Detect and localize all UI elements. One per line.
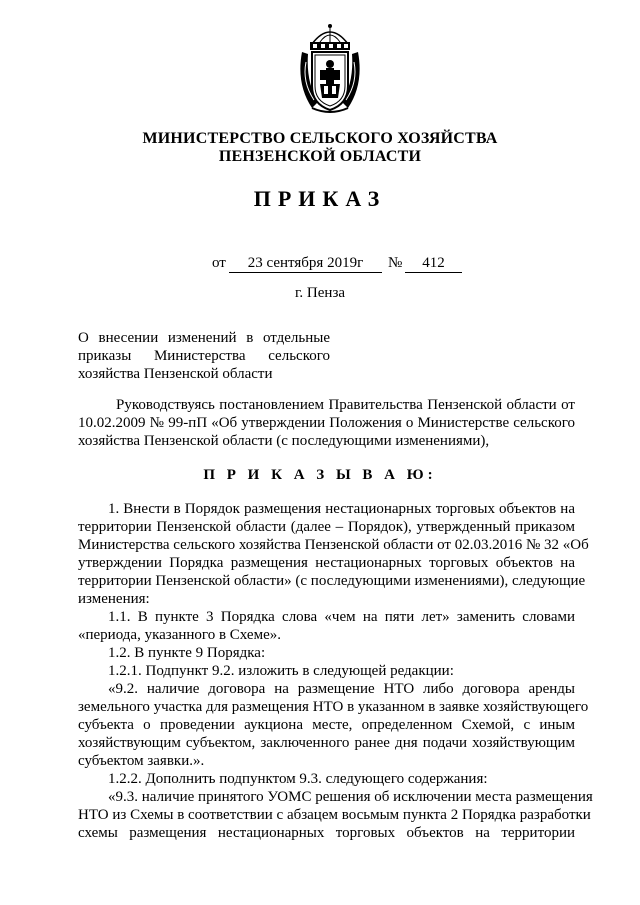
body-line: утверждении Порядка размещения нестационарных торговых объектов на [78,555,575,571]
preamble [78,396,575,450]
preamble-line: 10.02.2009 № 99-пП «Об утверждении Положения о Министерстве сельского [78,415,575,431]
subject-line: О внесении изменений в отдельные [78,330,330,346]
body-line: схемы размещения нестационарных торговых объектов на территории [78,825,575,841]
order-word: П Р И К А З Ы В А Ю: [203,467,437,483]
body-line: «9.3. наличие принятого УОМС решения об исключении места размещения [108,789,593,805]
body-line: Министерства сельского хозяйства Пензенской области от 02.03.2016 № 32 «Об [78,537,589,553]
subject-line: хозяйства Пензенской области [78,366,273,382]
issue-city: г. Пенза [294,285,346,301]
order-number: 412 [405,254,462,273]
body-line: 1. Внести в Порядок размещения нестационарных торговых объектов на [108,501,575,517]
body-line: субъектом заявки.». [78,753,205,769]
document-type-title: ПРИКАЗ [253,186,387,211]
order-date: 23 сентября 2019г [229,254,382,273]
body-line: хозяйствующим субъектом, заключенного ранее дня подачи хозяйствующим [78,735,575,751]
body-line: субъекта о проведении аукциона месте, определенном Схемой, с иным [78,717,575,733]
body-line: «9.2. наличие договора на размещение НТО либо договора аренды [108,681,575,697]
subject-line: приказы Министерства сельского [78,348,330,364]
body-line: 1.2.1. Подпункт 9.2. изложить в следующей редакции: [108,663,454,679]
order-body [78,500,593,842]
preamble-line: Руководствуясь постановлением Правительства Пензенской области от [116,397,575,413]
body-line: территории Пензенской области (далее – Порядок), утвержденный приказом [78,519,575,535]
body-line: территории Пензенской области» (с последующими изменениями), следующие [78,573,586,589]
body-line: земельного участка для размещения НТО в указанном в заявке хозяйствующего [78,699,589,715]
body-line: НТО из Схемы в соответствии с абзацем восьмым пункта 2 Порядка разработки [78,807,591,823]
ministry-name-line2: ПЕНЗЕНСКОЙ ОБЛАСТИ [218,148,422,165]
body-line: 1.2. В пункте 9 Порядка: [108,645,266,661]
date-prefix: от [212,255,226,271]
ministry-name-line1: МИНИСТЕРСТВО СЕЛЬСКОГО ХОЗЯЙСТВА [142,130,498,147]
document-subject [78,329,330,383]
preamble-line: хозяйства Пензенской области (с последующими изменениями), [78,433,490,449]
body-line: 1.2.2. Дополнить подпунктом 9.3. следующего содержания: [108,771,488,787]
body-line: изменения: [78,591,150,607]
number-prefix: № [388,255,403,271]
coat-of-arms-icon [298,22,362,114]
body-line: «периода, указанного в Схеме». [78,627,281,643]
body-line: 1.1. В пункте 3 Порядка слова «чем на пяти лет» заменить словами [108,609,575,625]
